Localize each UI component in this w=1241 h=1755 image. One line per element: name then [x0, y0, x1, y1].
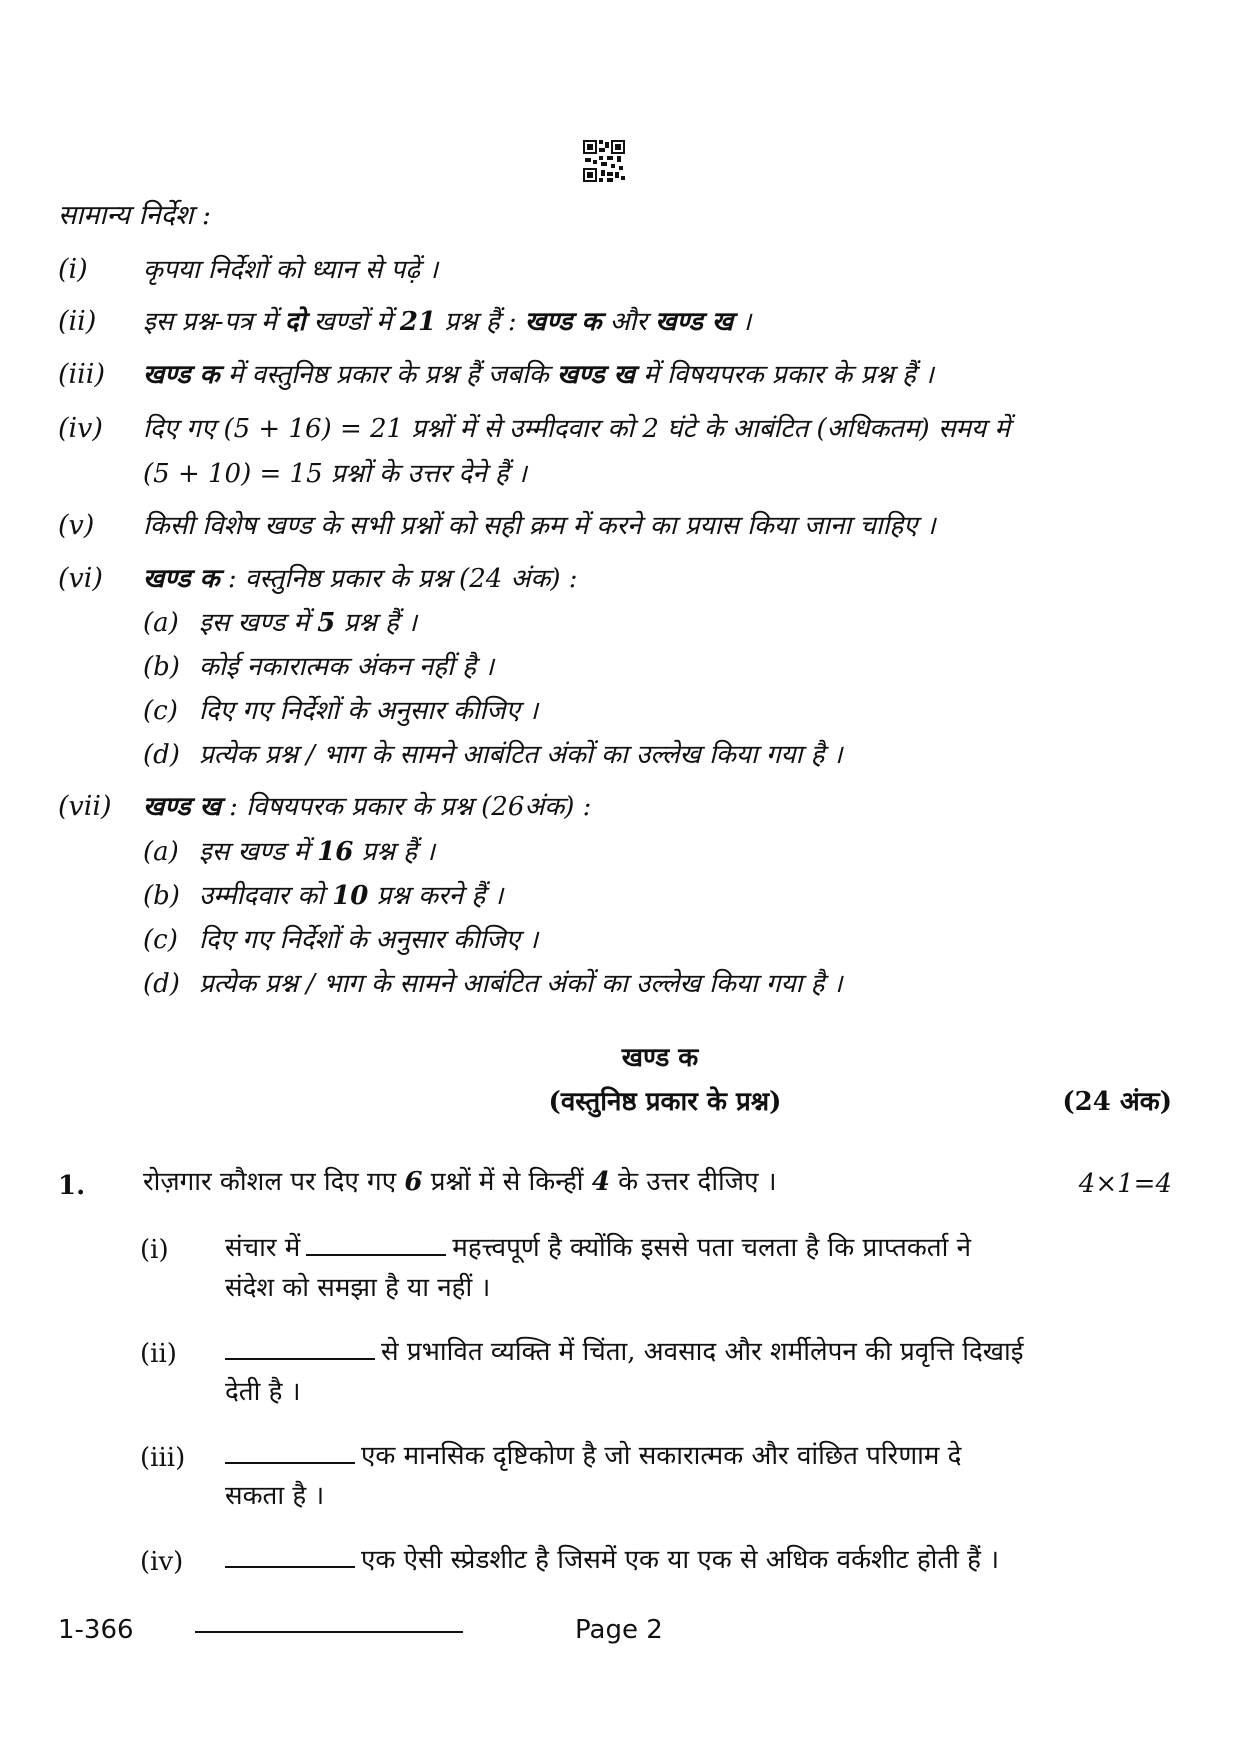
instruction-text: खण्ड ख : विषयपरक प्रकार के प्रश्न (26अंक) : [143, 792, 592, 822]
section-marks: (24 अंक) [1062, 1087, 1172, 1117]
instruction-number: (v) [58, 510, 95, 541]
instruction-number: (vi) [58, 563, 103, 594]
sub-instruction: (c) दिए गए निर्देशों के अनुसार कीजिए । [143, 696, 539, 726]
sub-instruction: (b) उम्मीदवार को 10 प्रश्न करने हैं । [143, 881, 504, 911]
instruction-text: (5 + 10) = 15 प्रश्नों के उत्तर देने हैं । [143, 459, 527, 489]
instruction-text: खण्ड क : वस्तुनिष्ठ प्रकार के प्रश्न (24 अंक) : [143, 564, 578, 594]
instruction-number: (ii) [58, 306, 97, 337]
answer-blank [225, 1542, 355, 1568]
sub-instruction: (a) इस खण्ड में 5 प्रश्न हैं । [143, 608, 417, 638]
part-number: (iv) [140, 1547, 184, 1577]
question-number: 1. [58, 1171, 86, 1201]
answer-blank [225, 1438, 355, 1464]
part-number: (ii) [140, 1339, 177, 1369]
sub-instruction: (b) कोई नकारात्मक अंकन नहीं है । [143, 652, 495, 682]
answer-blank [306, 1230, 446, 1256]
question-text: रोज़गार कौशल पर दिए गए 6 प्रश्नों में से किन्हीं 4 के उत्तर दीजिए । [143, 1167, 777, 1197]
instruction-text: खण्ड क में वस्तुनिष्ठ प्रकार के प्रश्न हैं जबकि खण्ड ख में विषयपरक प्रकार के प्रश्न हैं । [143, 360, 934, 390]
part-number: (i) [140, 1235, 169, 1265]
answer-blank [225, 1334, 375, 1360]
instruction-number: (i) [58, 254, 88, 285]
question-part: से प्रभावित व्यक्ति में चिंता, अवसाद और शर्मीलेपन की प्रवृत्ति दिखाई देती है । [225, 1332, 1115, 1412]
instruction-number: (vii) [58, 791, 112, 822]
paper-code: 1-366 [58, 1615, 134, 1645]
section-subtitle: (वस्तुनिष्ठ प्रकार के प्रश्न) [548, 1087, 782, 1117]
section-title: खण्ड क [621, 1043, 699, 1073]
instruction-number: (iii) [58, 359, 105, 390]
part-number: (iii) [140, 1443, 186, 1473]
instruction-text: कृपया निर्देशों को ध्यान से पढ़ें । [143, 255, 439, 285]
sub-instruction: (d) प्रत्येक प्रश्न / भाग के सामने आबंटित अंकों का उल्लेख किया गया है । [143, 969, 843, 999]
instruction-text: दिए गए (5 + 16) = 21 प्रश्नों में से उम्मीदवार को 2 घंटे के आबंटित (अधिकतम) समय में [143, 414, 1010, 444]
qr-code-icon [583, 140, 625, 182]
question-marks: 4×1=4 [1078, 1169, 1172, 1199]
sub-instruction: (d) प्रत्येक प्रश्न / भाग के सामने आबंटित अंकों का उल्लेख किया गया है । [143, 740, 843, 770]
question-part: एक मानसिक दृष्टिकोण है जो सकारात्मक और वांछित परिणाम दे सकता है । [225, 1436, 1115, 1516]
question-part: संचार में महत्त्वपूर्ण है क्योंकि इससे पता चलता है कि प्राप्तकर्ता ने संदेश को समझा है या नहीं । [225, 1228, 1115, 1308]
instruction-number: (iv) [58, 413, 103, 444]
sub-instruction: (a) इस खण्ड में 16 प्रश्न हैं । [143, 837, 436, 867]
footer-divider [195, 1631, 463, 1633]
page-number: Page 2 [575, 1615, 663, 1645]
sub-instruction: (c) दिए गए निर्देशों के अनुसार कीजिए । [143, 925, 539, 955]
instructions-heading: सामान्य निर्देश : [58, 200, 211, 231]
question-part: एक ऐसी स्प्रेडशीट है जिसमें एक या एक से अधिक वर्कशीट होती हैं । [225, 1540, 1115, 1580]
instruction-text: इस प्रश्न-पत्र में दो खण्डों में 21 प्रश्न हैं : खण्ड क और खण्ड ख । [143, 307, 752, 337]
instruction-text: किसी विशेष खण्ड के सभी प्रश्नों को सही क्रम में करने का प्रयास किया जाना चाहिए । [143, 511, 936, 541]
